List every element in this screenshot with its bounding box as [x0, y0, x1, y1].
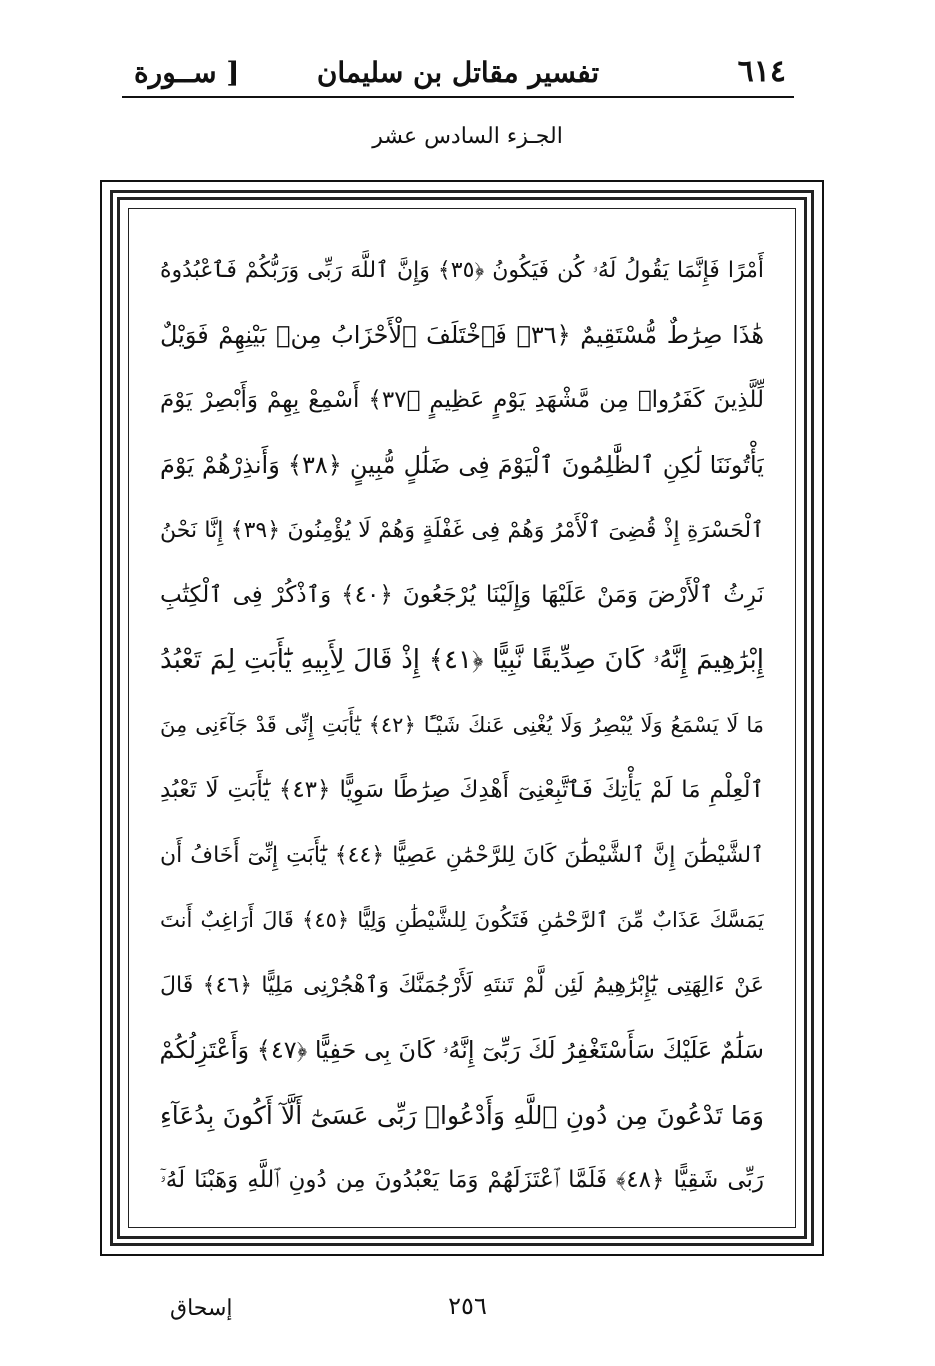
verse-line: إِبْرَٰهِيمَ إِنَّهُۥ كَانَ صِدِّيقًا نَّبِيًّا ﴿٤١﴾ إِذْ قَالَ لِأَبِيهِ يَٰٓأَبَتِ لِمَ تَعْبُدُ [160, 645, 764, 675]
catchword: إسحاق [170, 1296, 233, 1321]
verse-line: ٱلْعِلْمِ مَا لَمْ يَأْتِكَ فَٱتَّبِعْنِىٓ أَهْدِكَ صِرَٰطًا سَوِيًّا ﴿٤٣﴾ يَٰٓأَبَتِ لَا تَعْبُدِ [160, 777, 764, 803]
verse-line: لِّلَّذِينَ كَفَرُوا۟ مِن مَّشْهَدِ يَوْمٍ عَظِيمٍ ﴿٣٧﴾ أَسْمِعْ بِهِمْ وَأَبْصِرْ يَوْمَ [160, 387, 764, 413]
verse-line: يَأْتُونَنَا لَٰكِنِ ٱلظَّٰلِمُونَ ٱلْيَوْمَ فِى ضَلَٰلٍ مُّبِينٍ ﴿٣٨﴾ وَأَنذِرْهُمْ يَوْمَ [160, 451, 764, 479]
quran-text-block [160, 238, 764, 1213]
page-header [122, 48, 794, 98]
verse-line: ٱلشَّيْطَٰنَ إِنَّ ٱلشَّيْطَٰنَ كَانَ لِلرَّحْمَٰنِ عَصِيًّا ﴿٤٤﴾ يَٰٓأَبَتِ إِنِّىٓ أَخَافُ أَن [160, 843, 764, 868]
verse-line: نَرِثُ ٱلْأَرْضَ وَمَنْ عَلَيْهَا وَإِلَيْنَا يُرْجَعُونَ ﴿٤٠﴾ وَٱذْكُرْ فِى ٱلْكِتَٰبِ [160, 582, 764, 608]
section-number: ٢٥٦ [448, 1292, 487, 1320]
verse-line: ٱلْحَسْرَةِ إِذْ قُضِىَ ٱلْأَمْرُ وَهُمْ فِى غَفْلَةٍ وَهُمْ لَا يُؤْمِنُونَ ﴿٣٩﴾ إِنَّا نَحْنُ [160, 518, 764, 543]
page-number: ٦١٤ [737, 54, 786, 89]
ornamental-frame [100, 180, 824, 1256]
verse-line: سَلَٰمٌ عَلَيْكَ سَأَسْتَغْفِرُ لَكَ رَبِّىٓ إِنَّهُۥ كَانَ بِى حَفِيًّا ﴿٤٧﴾ وَأَعْتَزِلُكُمْ [160, 1036, 764, 1064]
book-title: تفسير مقاتل بن سليمان [316, 56, 600, 89]
verse-line: وَمَا تَدْعُونَ مِن دُونِ ٱللَّهِ وَأَدْعُوا۟ رَبِّى عَسَىٰٓ أَلَّآ أَكُونَ بِدُعَآءِ [160, 1101, 764, 1130]
verse-line: أَمْرًا فَإِنَّمَا يَقُولُ لَهُۥ كُن فَيَكُونُ ﴿٣٥﴾ وَإِنَّ ٱللَّهَ رَبِّى وَرَبُّكُمْ فَٱعْبُدُوهُ [160, 258, 764, 283]
verse-line: يَمَسَّكَ عَذَابٌ مِّنَ ٱلرَّحْمَٰنِ فَتَكُونَ لِلشَّيْطَٰنِ وَلِيًّا ﴿٤٥﴾ قَالَ أَرَاغِبٌ أَنتَ [160, 908, 764, 932]
surah-label: [ ســورة [134, 56, 240, 89]
verse-line: هَٰذَا صِرَٰطٌ مُّسْتَقِيمٌ ﴿٣٦﴾ فَٱخْتَلَفَ ٱلْأَحْزَابُ مِنۢ بَيْنِهِمْ فَوَيْلٌ [160, 321, 764, 349]
verse-line: مَا لَا يَسْمَعُ وَلَا يُبْصِرُ وَلَا يُغْنِى عَنكَ شَيْـًٔا ﴿٤٢﴾ يَٰٓأَبَتِ إِنِّى قَدْ جَآءَنِى مِنَ [160, 713, 764, 737]
verse-line: عَنْ ءَالِهَتِى يَٰٓإِبْرَٰهِيمُ لَئِن لَّمْ تَنتَهِ لَأَرْجُمَنَّكَ وَٱهْجُرْنِى مَلِيًّا ﴿٤٦﴾ قَالَ [160, 973, 764, 998]
header-rule [122, 96, 794, 98]
verse-line: رَبِّى شَقِيًّا ﴿٤٨﴾ فَلَمَّا ٱعْتَزَلَهُمْ وَمَا يَعْبُدُونَ مِن دُونِ ٱللَّهِ وَهَبْنَا لَهُۥٓ [160, 1167, 764, 1193]
juz-title: الجـزء السادس عشر [372, 124, 563, 149]
